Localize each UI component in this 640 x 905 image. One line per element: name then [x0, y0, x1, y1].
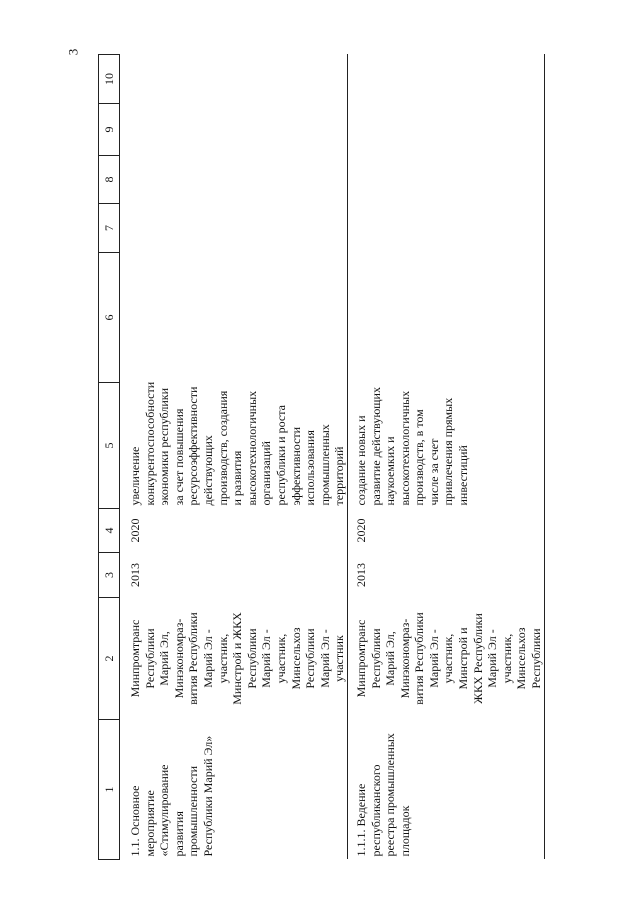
cell-text-line: производств, создания [215, 390, 230, 506]
cell-text-line: экономики республики [157, 387, 172, 506]
cell-text-line: Марий Эл - [259, 629, 274, 688]
cell-text-line: наукоемких и [383, 436, 398, 506]
cell-text-line: Республики [244, 628, 259, 689]
cell-text-line: создание новых и [353, 415, 368, 506]
cell-text-line: Марий Эл - [317, 629, 332, 688]
cell-text-line: 1.1.1. Ведение [353, 783, 368, 857]
cell-text-line: организаций [259, 441, 274, 506]
cell-text-line: Марий Эл, [383, 631, 398, 686]
cell-text-line: Марий Эл - [426, 629, 441, 688]
cell-text-line: и развития [230, 450, 245, 506]
cell-text-line: Марий Эл - [200, 629, 215, 688]
cell-text-line: участник, [499, 633, 514, 684]
cell-text-line: Марий Эл - [485, 629, 500, 688]
cell-text-line: территорий [332, 446, 347, 506]
table-cell-c2 [347, 598, 544, 720]
table-cell-c3: 2013 [120, 553, 348, 598]
column-number-row [99, 55, 120, 860]
cell-text-line: развитие действующих [368, 387, 383, 506]
cell-text-line: площадок [397, 805, 412, 857]
cell-text-line: числе за счет [426, 438, 441, 506]
cell-text-line: использования [303, 430, 318, 506]
cell-text-line: Республики [529, 628, 544, 689]
cell-text-line: ЖКХ Республики [470, 613, 485, 704]
cell-text-line: республиканского [368, 764, 383, 857]
column-header: 10 [99, 55, 120, 104]
cell-text-line: за счет повышения [171, 408, 186, 506]
cell-text-line: вития Республики [186, 612, 201, 705]
table-cell-c7 [347, 204, 544, 253]
column-header: 1 [99, 720, 120, 860]
cell-text-line: Республики [142, 628, 157, 689]
column-header: 3 [99, 553, 120, 598]
table-cell-c4: 2020 [120, 509, 348, 553]
cell-text-line: промышленных [317, 424, 332, 506]
cell-text-line: вития Республики [412, 612, 427, 705]
table-body [120, 55, 545, 860]
cell-text-line: Минэкономраз- [171, 618, 186, 699]
cell-text-line: инвестиций [456, 445, 471, 506]
table-cell-c3: 2013 [347, 553, 544, 598]
table-cell-c6 [347, 253, 544, 383]
column-header: 8 [99, 156, 120, 204]
cell-text-line: ресурсоэффективности [186, 386, 201, 506]
cell-text-line: «Стимулирование [157, 764, 172, 857]
cell-text-line: участник, [273, 633, 288, 684]
cell-text-line: конкурентоспособности [142, 381, 157, 506]
page-number: 3 [65, 48, 81, 56]
cell-text-line: Минстрой и ЖКХ [230, 612, 245, 705]
column-header: 2 [99, 598, 120, 720]
table-cell-c4: 2020 [347, 509, 544, 553]
table-cell-c2 [120, 598, 348, 720]
cell-text-line: высокотехнологичных [397, 390, 412, 506]
table-cell-c10 [347, 55, 544, 104]
column-header: 6 [99, 253, 120, 383]
cell-text-line: Минэкономраз- [397, 618, 412, 699]
cell-text-line: Республики Марий Эл» [200, 735, 215, 857]
cell-text-line: Минпромтранс [128, 619, 142, 698]
cell-text-line: Республики [368, 628, 383, 689]
table-cell-c1 [120, 720, 348, 860]
table-cell-c7 [120, 204, 348, 253]
cell-text-line: Минпромтранс [353, 619, 368, 698]
cell-text-line: производств, в том [412, 409, 427, 506]
column-header: 4 [99, 509, 120, 553]
table-cell-c1 [347, 720, 544, 860]
rotated-table-sheet [98, 55, 546, 860]
program-table [98, 54, 545, 860]
cell-text-line: привлечения прямых [441, 397, 456, 506]
cell-text-line: Марий Эл, [157, 631, 172, 686]
cell-text-line: высокотехнологичных [244, 390, 259, 506]
table-row [347, 55, 544, 860]
cell-text-line: промышленности [186, 765, 201, 857]
table-cell-c5 [347, 383, 544, 509]
cell-text-line: Минсельхоз [288, 627, 303, 690]
column-header: 9 [99, 104, 120, 156]
table-cell-c6 [120, 253, 348, 383]
cell-text-line: участник, [215, 633, 230, 684]
cell-text-line: реестра промышленных [383, 733, 398, 857]
cell-text-line: Минсельхоз [514, 627, 529, 690]
cell-text-line: увеличение [128, 446, 142, 506]
table-cell-c8 [120, 156, 348, 204]
table-cell-c5 [120, 383, 348, 509]
cell-text-line: республики и роста [273, 405, 288, 506]
column-header: 7 [99, 204, 120, 253]
column-header: 5 [99, 383, 120, 509]
cell-text-line: участник, [441, 633, 456, 684]
cell-text-line: Республики [303, 628, 318, 689]
table-cell-c9 [120, 104, 348, 156]
table-cell-c9 [347, 104, 544, 156]
cell-text-line: развития [171, 811, 186, 857]
cell-text-line: действующих [200, 435, 215, 506]
cell-text-line: 1.1. Основное [128, 785, 142, 857]
table-row [120, 55, 348, 860]
cell-text-line: мероприятие [142, 790, 157, 857]
table-cell-c8 [347, 156, 544, 204]
cell-text-line: эффективности [288, 426, 303, 506]
cell-text-line: участник [332, 635, 347, 682]
table-cell-c10 [120, 55, 348, 104]
cell-text-line: Минстрой и [456, 627, 471, 690]
